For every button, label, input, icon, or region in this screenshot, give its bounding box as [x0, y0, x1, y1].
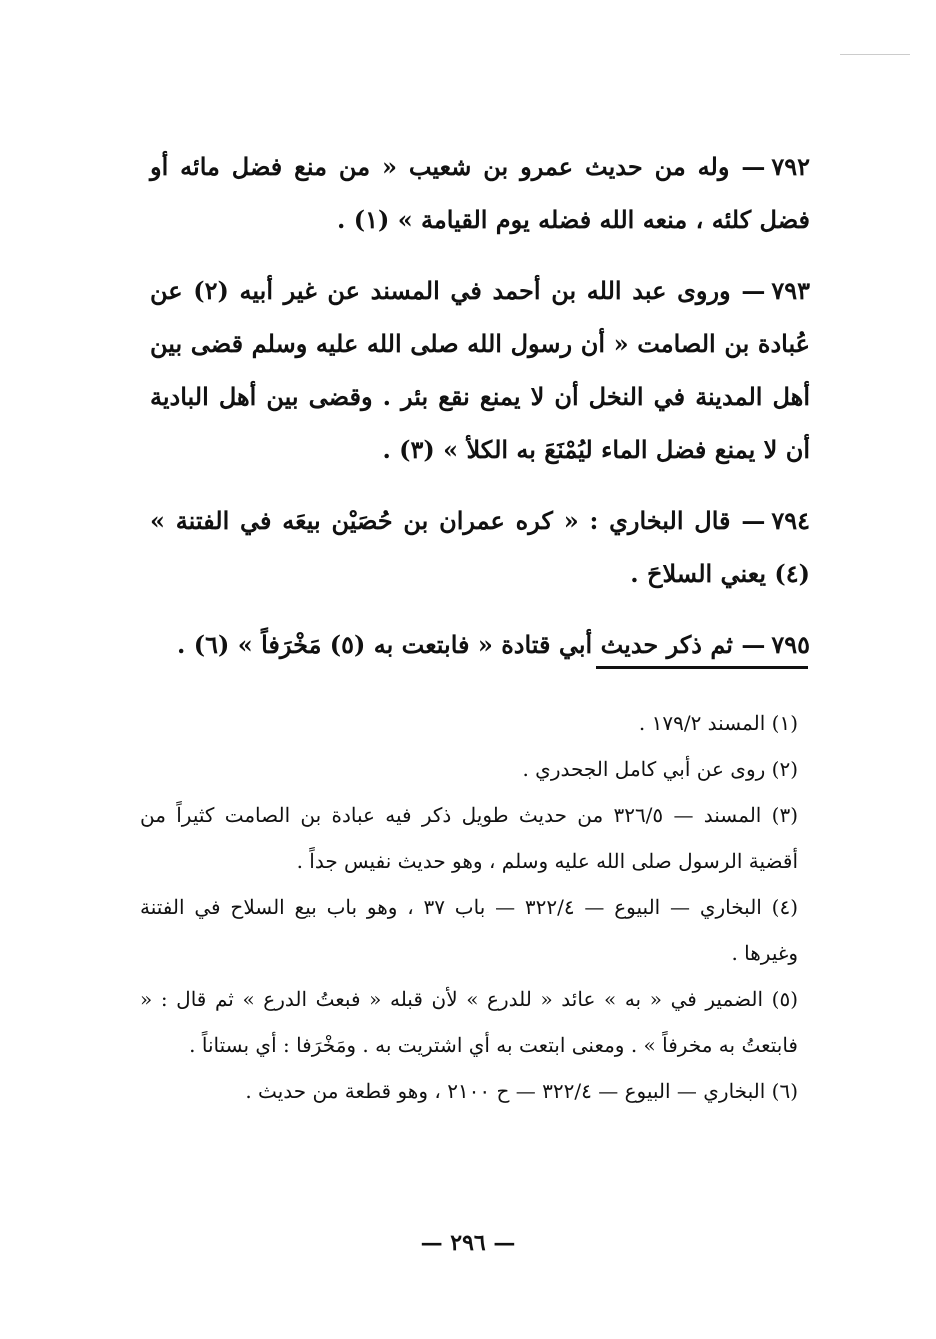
paragraph-number: ٧٩٣ — [771, 276, 810, 305]
footnote-4: (٤) البخاري — البيوع — ٣٢٢/٤ — باب ٣٧ ، وهو باب بيع السلاح في الفتنة وغيرها . — [140, 895, 799, 965]
footnote-5: (٥) الضمير في « به » عائد « للدرع » لأن قبله « فبعتُ الدرع » ثم قال : « فابتعتُ به مخرفاً » . ومعنى ابتعت به أي اشتريت به . ومَخْرَفا : أي بستاناً . — [140, 987, 798, 1057]
paragraph-text: — وروى عبد الله بن أحمد في المسند عن غير أبيه (٢) عن عُبادة بن الصامت « أن رسول الله صلى الله عليه وسلم قضى بين أهل المدينة في النخل أن لا يمنع نقع بئر . وقضى بين أهل البادية أن لا يمنع فضل الماء ليُمْنَعَ به الكلأ » (٣) . — [150, 276, 810, 464]
footnote-2: (٢) روى عن أبي كامل الجحدري . — [522, 757, 798, 781]
paragraph-795 — [150, 618, 810, 671]
paragraph-text: — وله من حديث عمرو بن شعيب « من منع فضل مائه أو فضل كلئه ، منعه الله فضله يوم القيامة » (١) . — [150, 152, 810, 234]
paragraph-number: ٧٩٤ — [771, 506, 810, 535]
paragraph-792 — [150, 140, 810, 246]
main-text-block — [150, 140, 810, 689]
footnote-1: (١) المسند ١٧٩/٢ . — [638, 711, 798, 735]
footnotes-block — [140, 700, 798, 1114]
paragraph-793 — [150, 264, 810, 476]
footnote-divider — [596, 666, 808, 669]
scan-artifact-line — [840, 54, 910, 55]
footnote-6: (٦) البخاري — البيوع — ٣٢٢/٤ — ح ٢١٠٠ ، وهو قطعة من حديث . — [245, 1079, 798, 1103]
paragraph-number: ٧٩٢ — [771, 152, 810, 181]
footnote-3: (٣) المسند — ٣٢٦/٥ من حديث طويل ذكر فيه عبادة بن الصامت كثيراً من أقضية الرسول صلى الله عليه وسلم ، وهو حديث نفيس جداً . — [140, 803, 798, 873]
paragraph-794 — [150, 494, 810, 600]
page-number: — ٢٩٦ — — [420, 1230, 516, 1256]
paragraph-text: — قال البخاري : « كره عمران بن حُصَيْن بيعَه في الفتنة » (٤) يعني السلاحَ . — [150, 506, 810, 588]
paragraph-number: ٧٩٥ — [771, 630, 810, 659]
paragraph-text: — ثم ذكر حديث أبي قتادة « فابتعت به (٥) مَخْرَفاً » (٦) . — [177, 630, 766, 659]
